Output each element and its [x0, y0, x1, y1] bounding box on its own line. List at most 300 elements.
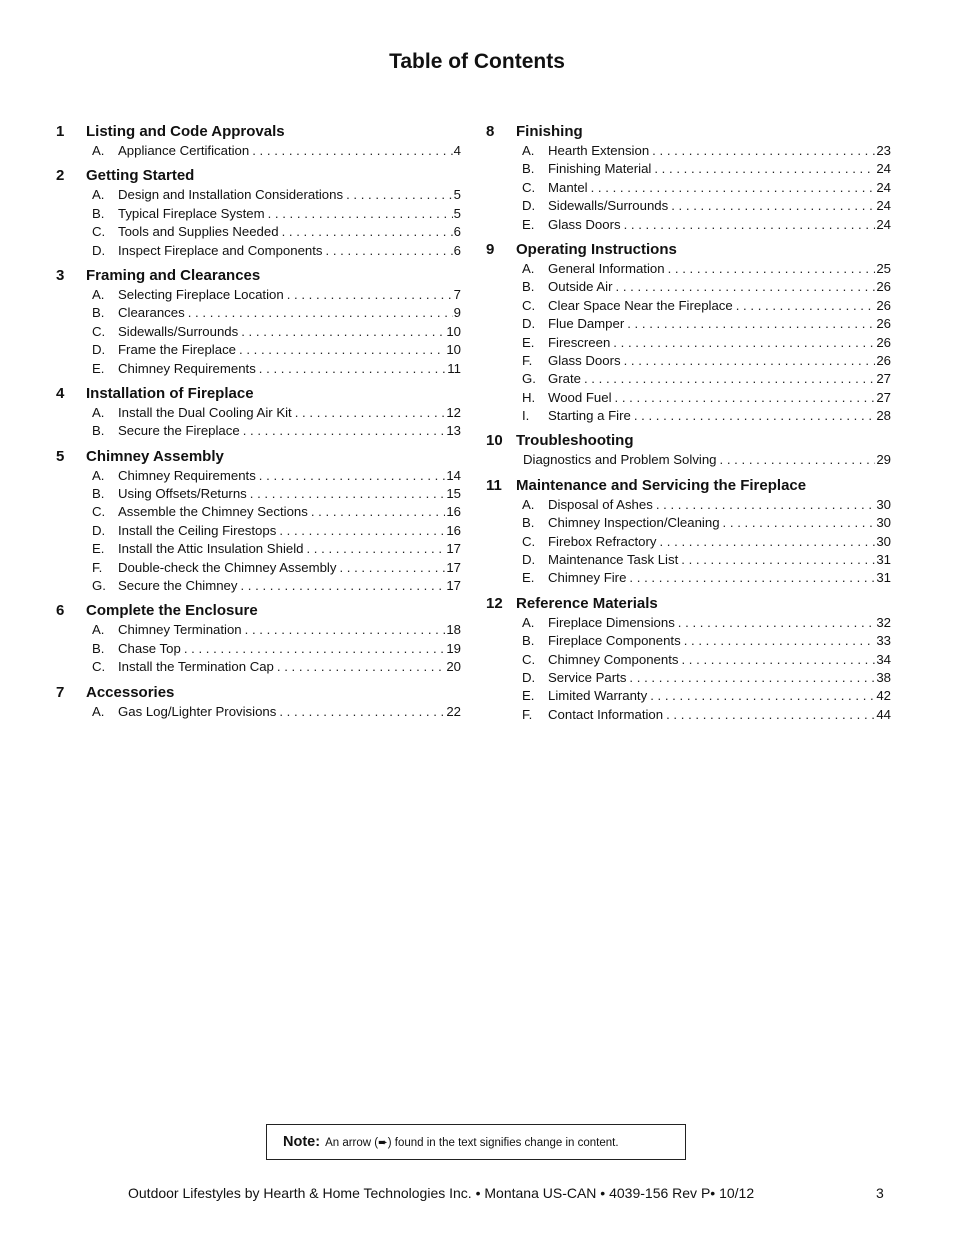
entry-letter: I. — [522, 408, 530, 424]
toc-entry[interactable] — [56, 142, 461, 160]
toc-entry[interactable] — [56, 540, 461, 558]
entry-title: Mantel — [548, 179, 588, 195]
entry-page-number: 28 — [876, 408, 891, 424]
entry-page-number: 26 — [876, 352, 891, 368]
entry-letter: C. — [92, 224, 106, 240]
toc-entry[interactable] — [56, 577, 461, 595]
entry-page-number: 27 — [876, 389, 891, 405]
toc-section — [56, 266, 461, 378]
entry-title: Using Offsets/Returns — [118, 486, 247, 502]
dot-leader — [668, 260, 876, 278]
dot-leader — [306, 540, 445, 558]
entry-page-number: 20 — [446, 659, 461, 675]
dot-leader — [250, 485, 446, 503]
entry-page-number: 33 — [876, 633, 891, 649]
dot-leader — [591, 179, 876, 197]
entry-letter: B. — [522, 633, 535, 649]
toc-entry[interactable] — [56, 422, 461, 440]
entry-letter: B. — [92, 486, 105, 502]
dot-leader — [627, 315, 875, 333]
entry-page-number: 23 — [876, 143, 891, 158]
dot-leader — [184, 640, 446, 658]
entry-letter: E. — [522, 570, 535, 586]
section-number: 7 — [56, 683, 65, 701]
section-number: 2 — [56, 167, 65, 185]
dot-leader — [654, 160, 875, 178]
toc-entry[interactable] — [56, 286, 461, 304]
toc-entry[interactable] — [486, 551, 891, 569]
entry-page-number: 11 — [447, 360, 461, 376]
entry-letter: C. — [522, 297, 536, 313]
dot-leader — [656, 496, 876, 514]
entry-title: Install the Termination Cap — [118, 659, 274, 675]
entry-page-number: 24 — [876, 216, 891, 232]
entry-letter: B. — [92, 305, 105, 321]
entry-title: Secure the Chimney — [118, 578, 238, 594]
entry-letter: A. — [522, 496, 535, 512]
entry-letter: F. — [522, 706, 533, 722]
section-heading[interactable] — [486, 240, 891, 260]
entry-title: Wood Fuel — [548, 389, 612, 405]
dot-leader — [613, 334, 875, 352]
entry-title: Chimney Fire — [548, 570, 627, 586]
entry-page-number: 19 — [446, 640, 461, 656]
entry-letter: D. — [522, 669, 536, 685]
entry-letter: G. — [92, 578, 106, 594]
entry-title: Fireplace Dimensions — [548, 614, 675, 630]
dot-leader — [629, 669, 875, 687]
toc-entry[interactable] — [56, 522, 461, 540]
entry-page-number: 26 — [876, 316, 891, 332]
section-number: 8 — [486, 123, 495, 140]
section-title: Framing and Clearances — [86, 266, 261, 284]
entry-page-number: 32 — [876, 614, 891, 630]
entry-letter: F. — [92, 559, 103, 575]
entry-title: Disposal of Ashes — [548, 496, 653, 512]
toc-entry[interactable] — [56, 341, 461, 359]
entry-letter: C. — [92, 659, 106, 675]
entry-letter: A. — [92, 143, 105, 158]
entry-page-number: 31 — [876, 570, 891, 586]
toc-section — [56, 447, 461, 596]
entry-title: Limited Warranty — [548, 688, 648, 704]
entry-page-number: 5 — [453, 187, 461, 203]
entry-letter: A. — [92, 703, 105, 719]
dot-leader — [650, 687, 875, 705]
section-title: Operating Instructions — [516, 240, 677, 258]
toc-entry[interactable] — [56, 323, 461, 341]
toc-entry[interactable] — [56, 559, 461, 577]
toc-entry[interactable] — [486, 614, 891, 632]
entry-letter: D. — [522, 316, 536, 332]
note-text — [325, 1135, 618, 1149]
entry-title: Sidewalls/Surrounds — [118, 323, 239, 339]
dot-leader — [268, 205, 453, 223]
dot-leader — [624, 352, 876, 370]
entry-page-number: 6 — [453, 224, 461, 240]
section-heading[interactable] — [56, 166, 461, 186]
dot-leader — [295, 404, 446, 422]
toc-section — [56, 601, 461, 676]
toc-entry[interactable] — [486, 706, 891, 724]
section-number: 3 — [56, 266, 65, 284]
entry-title: Chimney Termination — [118, 622, 242, 638]
dot-leader — [252, 142, 452, 160]
dot-leader — [259, 467, 446, 485]
section-heading[interactable] — [56, 384, 461, 404]
toc-entry[interactable] — [486, 260, 891, 278]
toc-entry[interactable] — [486, 334, 891, 352]
entry-page-number: 26 — [876, 279, 891, 295]
entry-page-number: 22 — [446, 703, 461, 719]
entry-page-number: 6 — [453, 242, 461, 258]
entry-letter: A. — [92, 404, 105, 420]
entry-letter: D. — [92, 522, 106, 538]
toc-entry[interactable] — [56, 703, 461, 721]
entry-title: Gas Log/Lighter Provisions — [118, 703, 277, 719]
section-heading[interactable] — [486, 431, 891, 451]
toc-section — [56, 122, 461, 160]
dot-leader — [666, 706, 875, 724]
entry-page-number: 26 — [876, 334, 891, 350]
section-number: 6 — [56, 602, 65, 620]
dot-leader — [684, 632, 876, 650]
entry-title: Sidewalls/Surrounds — [548, 198, 669, 214]
section-heading[interactable] — [56, 266, 461, 286]
dot-leader — [681, 551, 875, 569]
entry-title: Install the Ceiling Firestops — [118, 522, 277, 538]
section-title: Complete the Enclosure — [86, 602, 258, 620]
dot-leader — [279, 703, 445, 721]
dot-leader — [629, 569, 875, 587]
entry-title: Install the Dual Cooling Air Kit — [118, 404, 292, 420]
entry-title: Chimney Requirements — [118, 360, 256, 376]
entry-page-number: 7 — [453, 286, 461, 302]
entry-letter: E. — [522, 216, 535, 232]
section-title: Chimney Assembly — [86, 447, 224, 465]
entry-page-number: 30 — [876, 496, 891, 512]
dot-leader — [282, 223, 453, 241]
entry-letter: B. — [92, 423, 105, 439]
toc-entry[interactable] — [486, 389, 891, 407]
entry-page-number: 30 — [876, 533, 891, 549]
dot-leader — [723, 514, 876, 532]
dot-leader — [241, 323, 445, 341]
dot-leader — [240, 577, 445, 595]
toc-section — [486, 431, 891, 469]
entry-letter: D. — [522, 198, 536, 214]
entry-page-number: 26 — [876, 297, 891, 313]
dot-leader — [720, 451, 876, 469]
entry-letter: A. — [522, 260, 535, 276]
entry-page-number: 24 — [876, 161, 891, 177]
toc-entry[interactable] — [486, 179, 891, 197]
entry-page-number: 9 — [453, 305, 461, 321]
entry-letter: B. — [92, 205, 105, 221]
toc-section — [56, 683, 461, 721]
toc-entry[interactable] — [56, 223, 461, 241]
toc-entry[interactable] — [56, 621, 461, 639]
entry-page-number: 4 — [453, 143, 461, 158]
toc-entry[interactable] — [486, 651, 891, 669]
entry-title: Chase Top — [118, 640, 181, 656]
entry-letter: C. — [522, 179, 536, 195]
entry-letter: B. — [522, 161, 535, 177]
dot-leader — [634, 407, 876, 425]
dot-leader — [311, 503, 445, 521]
entry-title: Firebox Refractory — [548, 533, 657, 549]
toc-entry[interactable] — [486, 370, 891, 388]
section-title: Maintenance and Servicing the Fireplace — [516, 476, 807, 494]
toc-section — [486, 476, 891, 588]
entry-page-number: 27 — [876, 371, 891, 387]
dot-leader — [277, 658, 445, 676]
dot-leader — [243, 422, 446, 440]
toc-entry[interactable] — [486, 687, 891, 705]
section-heading[interactable] — [486, 476, 891, 496]
entry-letter: C. — [522, 651, 536, 667]
entry-title: Typical Fireplace System — [118, 205, 265, 221]
entry-title: Service Parts — [548, 669, 627, 685]
toc-entry[interactable] — [486, 197, 891, 215]
dot-leader — [245, 621, 446, 639]
dot-leader — [339, 559, 445, 577]
entry-page-number: 31 — [876, 552, 891, 568]
dot-leader — [259, 360, 447, 378]
entry-title: Flue Damper — [548, 316, 625, 332]
entry-title: Outside Air — [548, 279, 613, 295]
entry-title: Frame the Fireplace — [118, 342, 236, 358]
dot-leader — [346, 186, 453, 204]
dot-leader — [671, 197, 875, 215]
dot-leader — [681, 651, 875, 669]
entry-page-number: 10 — [446, 323, 461, 339]
entry-title: Inspect Fireplace and Components — [118, 242, 323, 258]
entry-page-number: 17 — [446, 559, 461, 575]
section-title: Accessories — [86, 683, 175, 701]
toc-entry[interactable] — [56, 485, 461, 503]
section-heading[interactable] — [486, 122, 891, 142]
entry-title: Clear Space Near the Fireplace — [548, 297, 733, 313]
entry-page-number: 5 — [453, 205, 461, 221]
dot-leader — [287, 286, 453, 304]
toc-entry[interactable] — [56, 404, 461, 422]
entry-letter: B. — [522, 279, 535, 295]
entry-letter: E. — [92, 541, 105, 557]
entry-title: Glass Doors — [548, 352, 621, 368]
entry-letter: D. — [92, 242, 106, 258]
entry-letter: D. — [522, 552, 536, 568]
entry-title: Double-check the Chimney Assembly — [118, 559, 337, 575]
toc-column-left — [56, 122, 461, 727]
entry-letter: E. — [92, 360, 105, 376]
toc-entry[interactable] — [486, 278, 891, 296]
entry-title: Finishing Material — [548, 161, 652, 177]
toc-entry[interactable] — [486, 352, 891, 370]
entry-title: General Information — [548, 260, 665, 276]
entry-page-number: 12 — [446, 404, 461, 420]
section-heading[interactable] — [56, 122, 461, 142]
toc-entry[interactable] — [56, 205, 461, 223]
toc-section — [56, 384, 461, 441]
toc-entry[interactable] — [486, 142, 891, 160]
toc-section — [486, 240, 891, 426]
entry-page-number: 44 — [876, 706, 891, 722]
entry-title: Design and Installation Considerations — [118, 187, 344, 203]
entry-letter: A. — [522, 143, 535, 158]
toc-entry[interactable] — [56, 658, 461, 676]
toc-entry[interactable] — [56, 186, 461, 204]
entry-letter: B. — [92, 640, 105, 656]
section-number: 11 — [486, 476, 502, 494]
dot-leader — [188, 304, 453, 322]
entry-letter: C. — [92, 504, 106, 520]
entry-title: Firescreen — [548, 334, 611, 350]
entry-title: Clearances — [118, 305, 185, 321]
entry-page-number: 10 — [446, 342, 461, 358]
entry-letter: E. — [522, 334, 535, 350]
entry-title: Selecting Fireplace Location — [118, 286, 284, 302]
entry-page-number: 29 — [876, 452, 891, 468]
entry-page-number: 25 — [876, 260, 891, 276]
entry-title: Maintenance Task List — [548, 552, 679, 568]
dot-leader — [652, 142, 875, 160]
entry-letter: A. — [92, 467, 105, 483]
entry-page-number: 15 — [446, 486, 461, 502]
section-title: Finishing — [516, 123, 583, 140]
page-title: Table of Contents — [389, 50, 565, 73]
entry-letter: A. — [522, 614, 535, 630]
dot-leader — [616, 278, 876, 296]
dot-leader — [615, 389, 876, 407]
entry-title: Hearth Extension — [548, 143, 650, 158]
entry-page-number: 30 — [876, 515, 891, 531]
entry-title: Tools and Supplies Needed — [118, 224, 279, 240]
arrow-icon: ➨ — [378, 1137, 388, 1149]
toc-section — [56, 166, 461, 260]
toc-entry[interactable] — [486, 216, 891, 234]
entry-title: Secure the Fireplace — [118, 423, 240, 439]
entry-title: Assemble the Chimney Sections — [118, 504, 308, 520]
entry-letter: F. — [522, 352, 533, 368]
entry-letter: B. — [522, 515, 535, 531]
toc-entry[interactable] — [486, 632, 891, 650]
dot-leader — [659, 533, 875, 551]
entry-page-number: 17 — [446, 541, 461, 557]
entry-page-number: 14 — [446, 467, 461, 483]
entry-letter: C. — [522, 533, 536, 549]
toc-column-right — [486, 122, 891, 730]
entry-page-number: 16 — [446, 522, 461, 538]
toc-entry[interactable] — [486, 669, 891, 687]
entry-title: Glass Doors — [548, 216, 621, 232]
entry-title: Starting a Fire — [548, 408, 631, 424]
section-number: 12 — [486, 594, 503, 612]
note-label: Note: — [283, 1134, 321, 1150]
section-heading[interactable] — [56, 447, 461, 467]
entry-letter: A. — [92, 286, 105, 302]
section-heading[interactable] — [56, 683, 461, 703]
entry-title: Chimney Inspection/Cleaning — [548, 515, 720, 531]
section-heading[interactable] — [486, 594, 891, 614]
entry-title: Fireplace Components — [548, 633, 681, 649]
note-text-before: An arrow ( — [325, 1137, 379, 1149]
entry-title: Appliance Certification — [118, 143, 250, 158]
entry-page-number: 17 — [446, 578, 461, 594]
section-number: 1 — [56, 123, 65, 140]
toc-entry[interactable] — [56, 304, 461, 322]
section-title: Getting Started — [86, 167, 195, 185]
note-text-after: ) found in the text signifies change in content. — [387, 1137, 619, 1149]
toc-entry[interactable] — [56, 242, 461, 260]
section-title: Listing and Code Approvals — [86, 123, 285, 140]
footer-text: Outdoor Lifestyles by Hearth & Home Technologies Inc. • Montana US-CAN • 4039-156 Rev P• 10/12 — [128, 1185, 755, 1201]
section-number: 9 — [486, 240, 495, 258]
entry-page-number: 24 — [876, 198, 891, 214]
entry-page-number: 38 — [876, 669, 891, 685]
entry-page-number: 18 — [446, 622, 461, 638]
toc-entry[interactable] — [486, 496, 891, 514]
toc-entry[interactable] — [56, 640, 461, 658]
toc-entry[interactable] — [486, 514, 891, 532]
section-number: 4 — [56, 384, 65, 402]
note-box — [266, 1124, 686, 1160]
toc-entry[interactable] — [486, 315, 891, 333]
entry-page-number: 42 — [876, 688, 891, 704]
dot-leader — [584, 370, 875, 388]
entry-letter: A. — [92, 622, 105, 638]
entry-title: Diagnostics and Problem Solving — [523, 452, 717, 468]
entry-letter: D. — [92, 342, 106, 358]
toc-entry[interactable] — [486, 451, 891, 469]
entry-page-number: 34 — [876, 651, 891, 667]
toc-entry[interactable] — [486, 160, 891, 178]
entry-title: Grate — [548, 371, 581, 387]
section-title: Installation of Fireplace — [86, 384, 254, 402]
page-number: 3 — [876, 1185, 884, 1201]
toc-section — [486, 594, 891, 724]
dot-leader — [736, 297, 876, 315]
toc-entry[interactable] — [56, 503, 461, 521]
toc-entry[interactable] — [56, 467, 461, 485]
toc-section — [486, 122, 891, 234]
section-title: Reference Materials — [516, 594, 658, 612]
toc-entry[interactable] — [56, 360, 461, 378]
entry-letter: A. — [92, 187, 105, 203]
section-number: 5 — [56, 447, 65, 465]
entry-page-number: 13 — [446, 423, 461, 439]
dot-leader — [279, 522, 445, 540]
entry-letter: G. — [522, 371, 536, 387]
dot-leader — [678, 614, 876, 632]
toc-entry[interactable] — [486, 297, 891, 315]
section-number: 10 — [486, 432, 503, 450]
section-title: Troubleshooting — [516, 432, 634, 450]
entry-title: Contact Information — [548, 706, 664, 722]
entry-letter: H. — [522, 389, 536, 405]
entry-title: Install the Attic Insulation Shield — [118, 541, 304, 557]
dot-leader — [239, 341, 445, 359]
entry-page-number: 16 — [446, 504, 461, 520]
toc-entry[interactable] — [486, 407, 891, 425]
dot-leader — [326, 242, 453, 260]
entry-page-number: 24 — [876, 179, 891, 195]
entry-title: Chimney Requirements — [118, 467, 256, 483]
toc-entry[interactable] — [486, 533, 891, 551]
section-heading[interactable] — [56, 601, 461, 621]
dot-leader — [624, 216, 876, 234]
toc-entry[interactable] — [486, 569, 891, 587]
